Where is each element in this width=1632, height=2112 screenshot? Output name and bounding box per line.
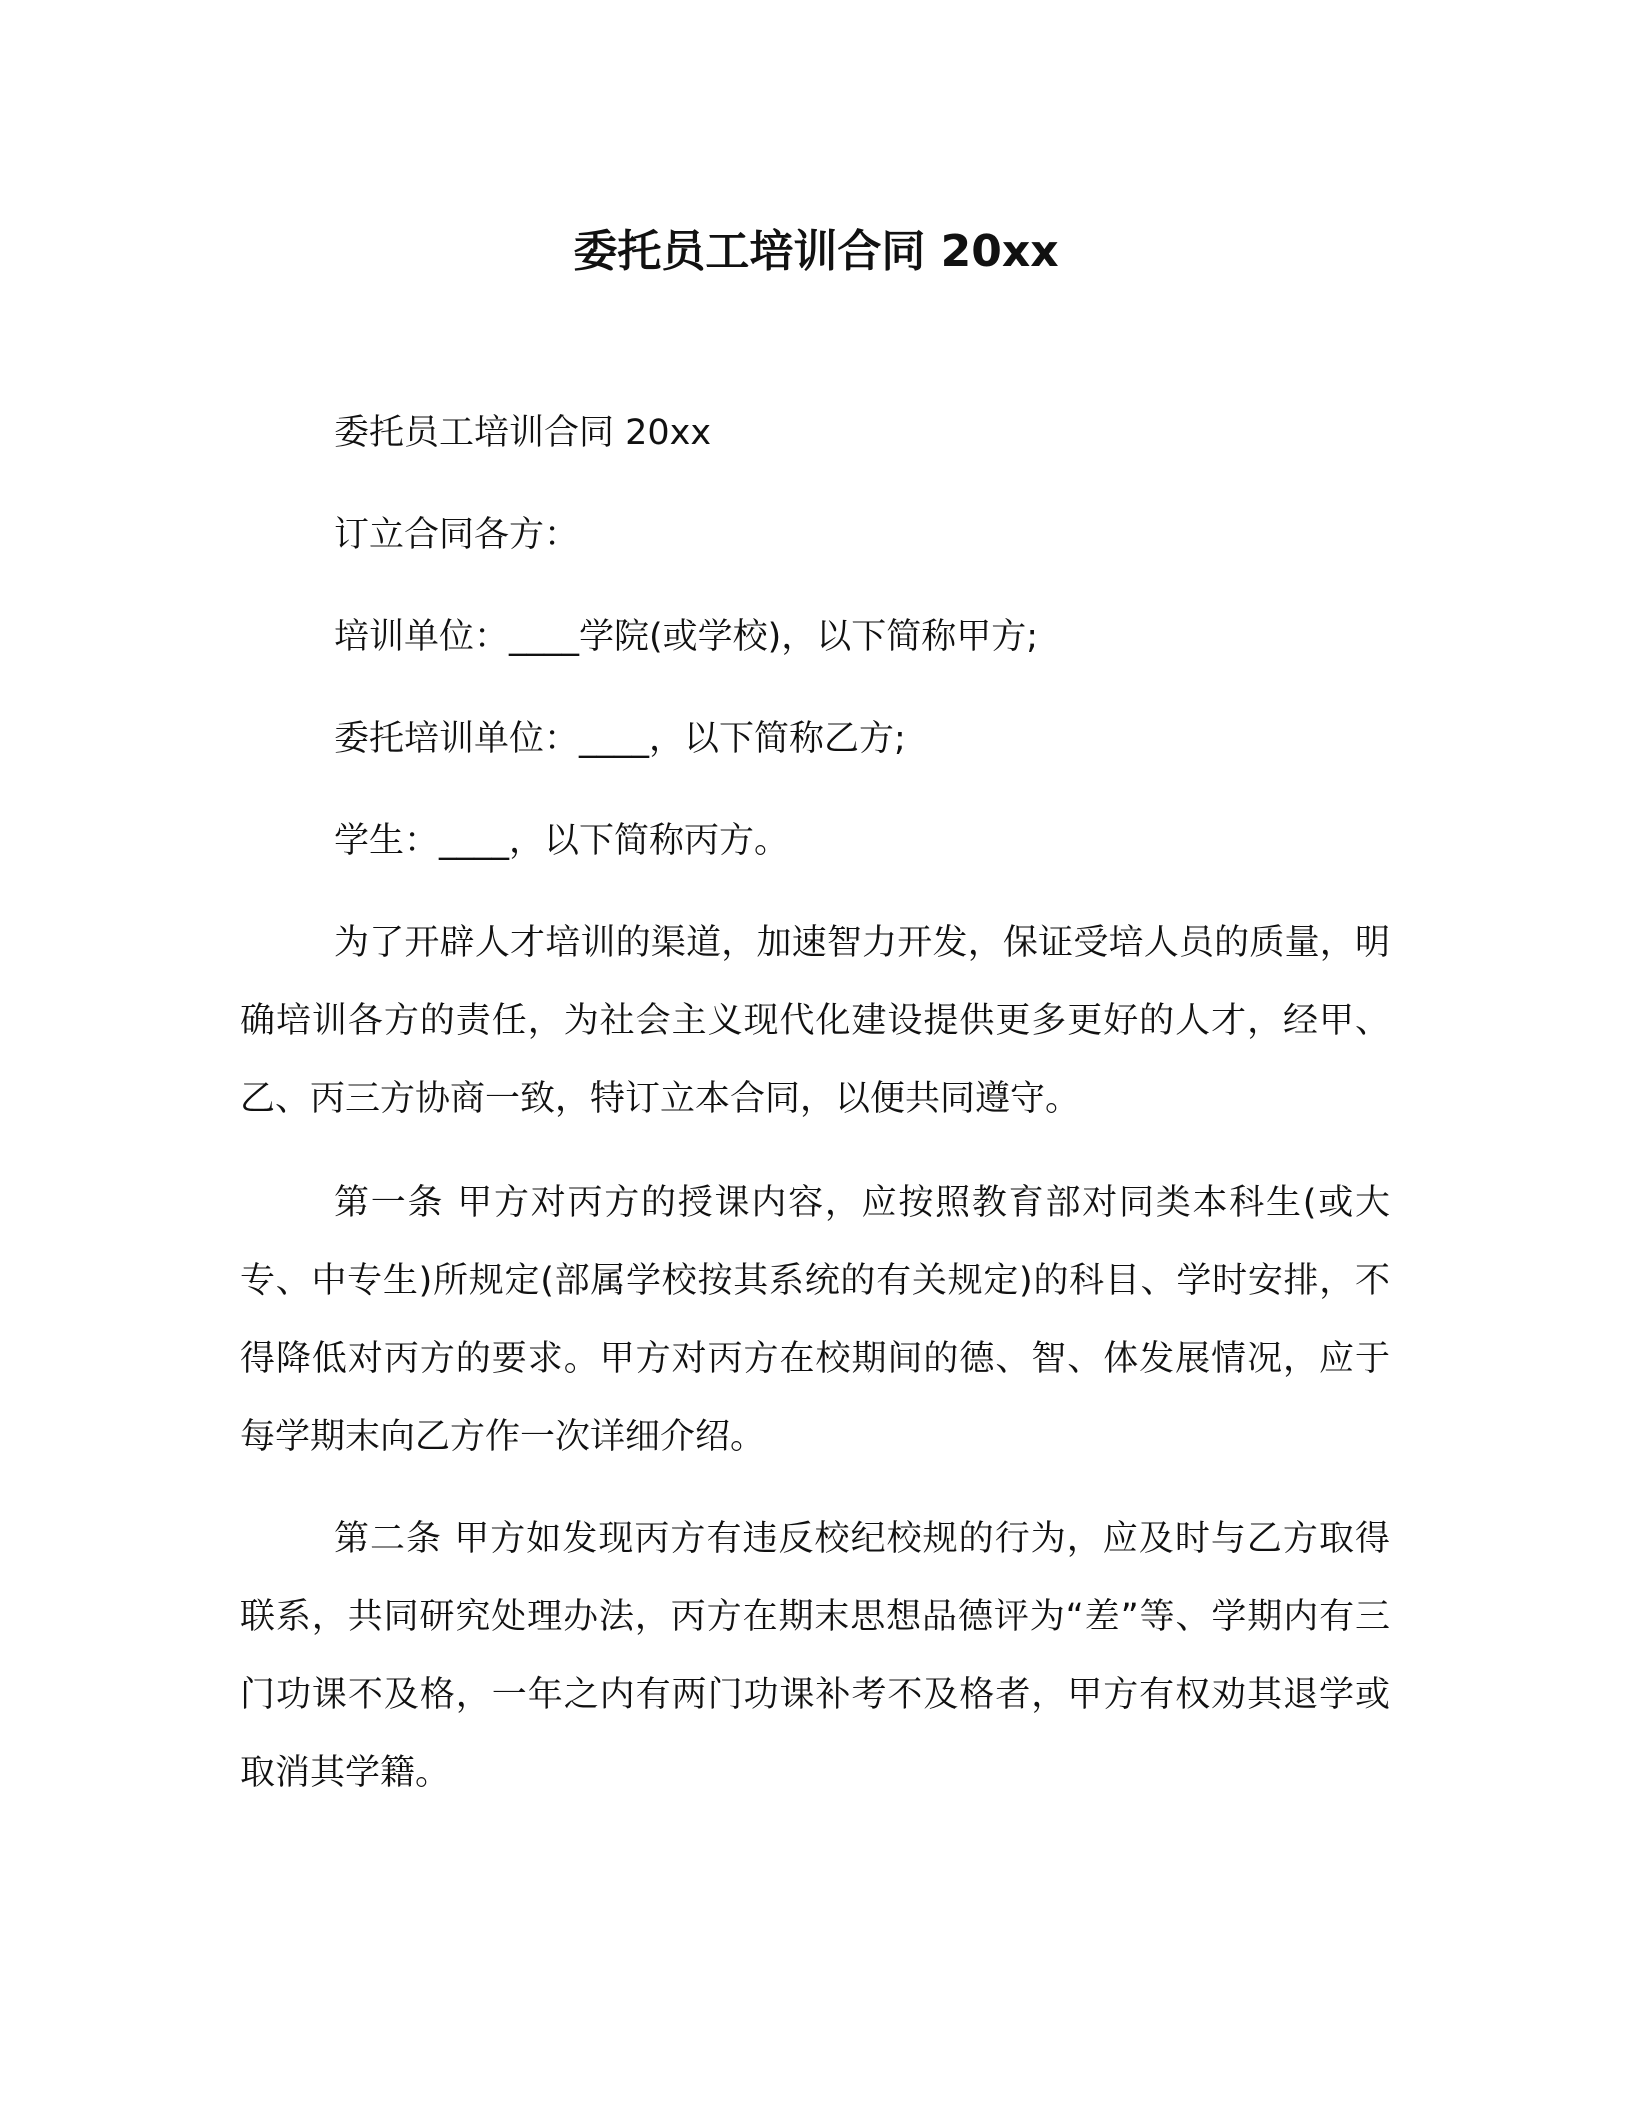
party-c-line: 学生：____，以下简称丙方。	[334, 821, 790, 861]
article-2-paragraph: 第二条 甲方如发现丙方有违反校纪校规的行为，应及时与乙方取得联系，共同研究处理办法，丙方在期末思想品德评为“差”等、学期内有三门功课不及格，一年之内有两门功课补考不及格者，甲方有权劝其退学或取消其学籍。	[240, 1519, 1390, 1793]
document-subtitle: 委托员工培训合同 20xx	[334, 413, 712, 453]
article-1-paragraph: 第一条 甲方对丙方的授课内容，应按照教育部对同类本科生(或大专、中专生)所规定(部属学校按其系统的有关规定)的科目、学时安排，不得降低对丙方的要求。甲方对丙方在校期间的德、智、体发展情况，应于每学期末向乙方作一次详细介绍。	[240, 1183, 1390, 1457]
document-title: 委托员工培训合同 20xx	[573, 226, 1059, 277]
party-b-line: 委托培训单位：____，以下简称乙方;	[334, 719, 906, 759]
preamble-paragraph: 为了开辟人才培训的渠道，加速智力开发，保证受培人员的质量，明确培训各方的责任，为社会主义现代化建设提供更多更好的人才，经甲、乙、丙三方协商一致，特订立本合同，以便共同遵守。	[240, 923, 1390, 1119]
party-a-line: 培训单位：____学院(或学校)，以下简称甲方;	[334, 617, 1039, 657]
parties-heading: 订立合同各方：	[334, 515, 580, 555]
